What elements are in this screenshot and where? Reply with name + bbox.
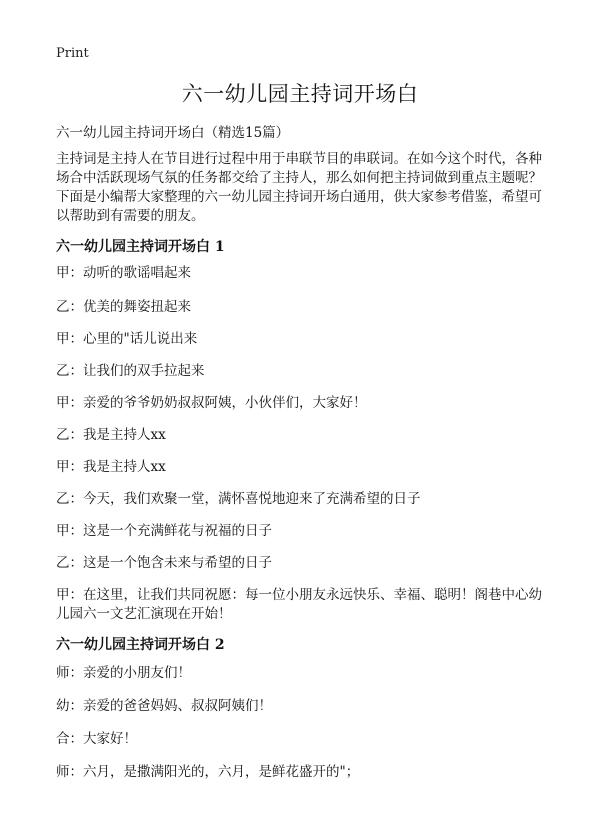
dialogue-line: 甲：在这里，让我们共同祝愿：每一位小朋友永远快乐、幸福、聪明！阁巷中心幼儿园六一文艺汇演现在开始！ bbox=[56, 587, 542, 622]
dialogue-line: 甲：心里的"话儿说出来 bbox=[56, 331, 198, 347]
dialogue-line: 甲：亲爱的爷爷奶奶叔叔阿姨，小伙伴们，大家好！ bbox=[56, 395, 367, 411]
dialogue-line: 合：大家好！ bbox=[56, 731, 137, 747]
document-title: 六一幼儿园主持词开场白 bbox=[181, 82, 419, 106]
dialogue-line: 师：六月，是撒满阳光的，六月，是鲜花盛开的"； bbox=[56, 764, 360, 780]
dialogue-line: 师：亲爱的小朋友们！ bbox=[56, 665, 191, 681]
section-heading-2: 六一幼儿园主持词开场白 2 bbox=[56, 637, 225, 653]
dialogue-line: 乙：这是一个饱含未来与希望的日子 bbox=[56, 555, 272, 571]
document-subtitle: 六一幼儿园主持词开场白（精选15篇） bbox=[56, 125, 290, 141]
print-link[interactable]: Print bbox=[56, 46, 89, 61]
dialogue-line: 乙：让我们的双手拉起来 bbox=[56, 363, 205, 379]
intro-paragraph: 主持词是主持人在节目进行过程中用于串联节目的串联词。在如今这个时代，各种场合中活跃现场气氛的任务都交给了主持人，那么如何把主持词做到重点主题呢？下面是小编帮大家整理的六一幼儿园主持词开场白通用，供大家参考借鉴，希望可以帮助到有需要的朋友。 bbox=[56, 151, 542, 224]
dialogue-line: 幼：亲爱的爸爸妈妈、叔叔阿姨们！ bbox=[56, 698, 272, 714]
section-heading-1: 六一幼儿园主持词开场白 1 bbox=[56, 239, 225, 255]
dialogue-line: 乙：今天，我们欢聚一堂，满怀喜悦地迎来了充满希望的日子 bbox=[56, 491, 421, 507]
dialogue-line: 乙：优美的舞姿扭起来 bbox=[56, 299, 191, 315]
dialogue-line: 甲：动听的歌谣唱起来 bbox=[56, 265, 191, 281]
dialogue-line: 乙：我是主持人xx bbox=[56, 427, 166, 443]
dialogue-line: 甲：我是主持人xx bbox=[56, 459, 166, 475]
dialogue-line: 甲：这是一个充满鲜花与祝福的日子 bbox=[56, 523, 272, 539]
